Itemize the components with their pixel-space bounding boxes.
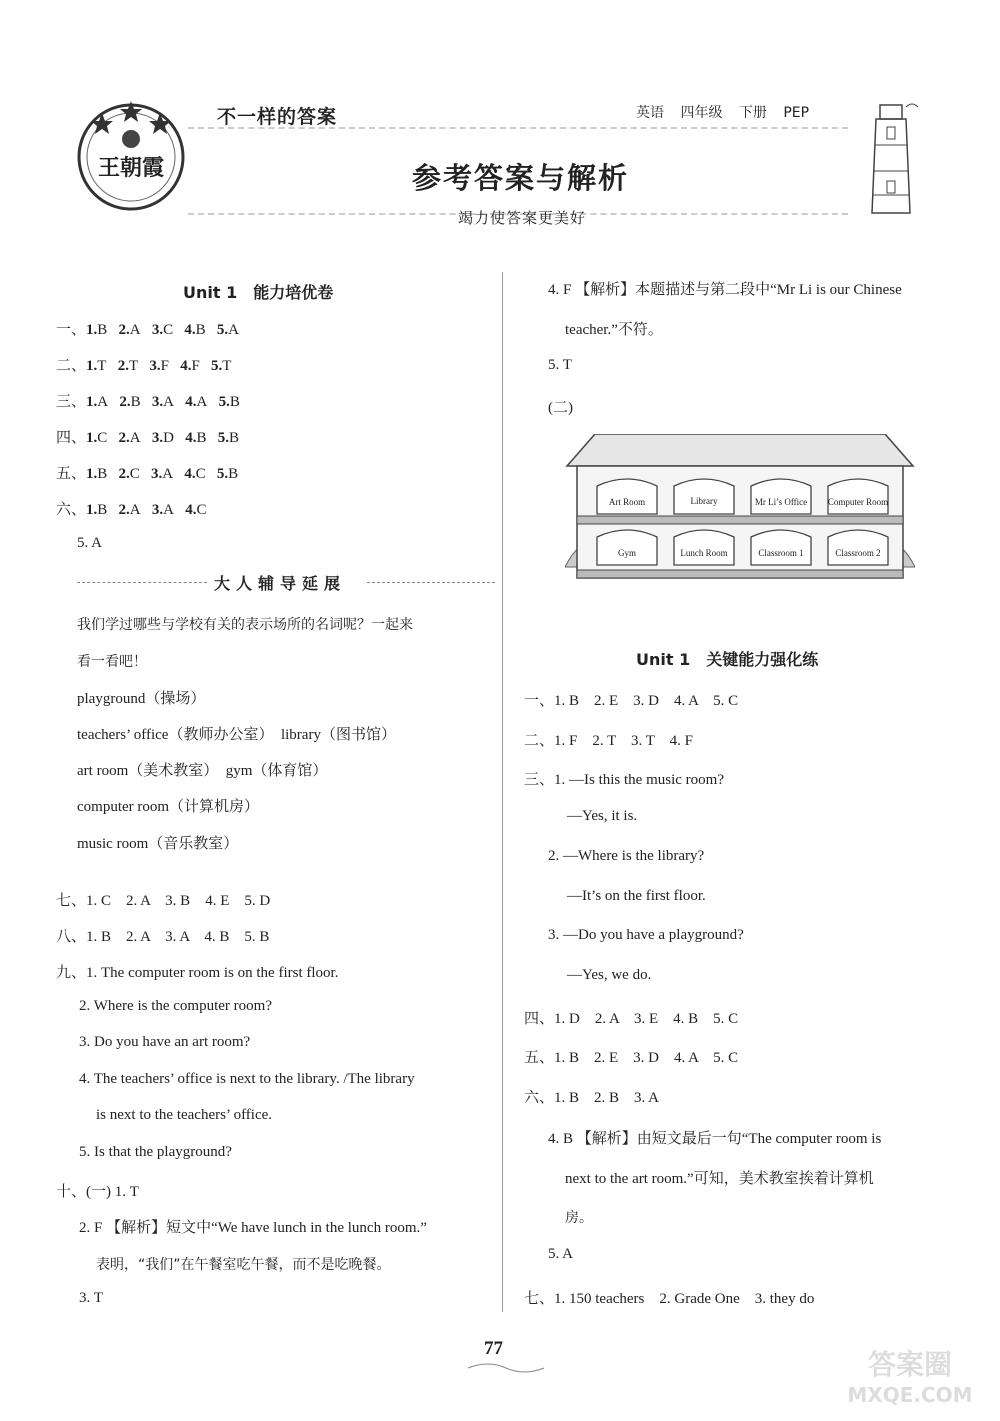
- room-label: Library: [690, 496, 718, 506]
- answer-row: 一、1. B 2. E 3. D 4. A 5. C: [524, 693, 739, 709]
- svg-text:答案圈: 答案圈: [867, 1348, 953, 1381]
- answer-row: 七、1. 150 teachers 2. Grade One 3. they do: [524, 1291, 815, 1307]
- page-title: 参考答案与解析: [412, 161, 630, 195]
- vocab-item: computer room（计算机房）: [77, 799, 260, 815]
- answer-row: 二、1.T 2.T 3.F 4.F 5.T: [56, 358, 232, 374]
- tag-volume: 下册: [738, 105, 767, 121]
- school-building-illustration: [565, 434, 915, 579]
- answer-explanation: 4. B 【解析】由短文最后一句“The computer room is: [548, 1131, 882, 1147]
- room-label: Lunch Room: [680, 548, 728, 558]
- subsection-label: (二): [548, 400, 573, 416]
- extension-intro: 我们学过哪些与学校有关的表示场所的名词呢？一起来: [77, 617, 413, 633]
- room-label: Gym: [618, 548, 636, 558]
- answer-explanation: 2. F 【解析】短文中“We have lunch in the lunch room.”: [79, 1220, 427, 1236]
- room-label: Computer Room: [827, 497, 889, 507]
- answer-sentence: 3. Do you have an art room?: [79, 1034, 251, 1050]
- answer-sentence: 4. The teachers’ office is next to the library. /The library: [79, 1071, 415, 1087]
- extension-banner: [77, 573, 495, 591]
- answer-sentence: 2. Where is the computer room?: [79, 998, 272, 1014]
- answer-row: 三、1.A 2.B 3.A 4.A 5.B: [56, 394, 240, 410]
- answer-row-continued: 5. A: [77, 535, 103, 551]
- header-slogan: 不一样的答案: [217, 106, 338, 128]
- page-number: 77: [484, 1338, 503, 1359]
- answer-sentence: 5. Is that the playground?: [79, 1144, 232, 1160]
- answer-explanation: 表明，“我们”在午餐室吃午餐，而不是吃晚餐。: [96, 1257, 391, 1273]
- extension-title: 大人辅导延展: [208, 571, 352, 594]
- room-label: Mr Li’s Office: [754, 497, 808, 507]
- answer-sentence: 九、1. The computer room is on the first floor.: [56, 965, 339, 981]
- logo-text: 王朝霞: [97, 155, 165, 181]
- vocab-item: art room（美术教室） gym（体育馆）: [77, 763, 328, 779]
- extension-rule-right: [367, 582, 495, 583]
- section-title-unit1-key-ability: Unit 1 关键能力强化练: [636, 650, 819, 669]
- answer-explanation: teacher.”不符。: [565, 322, 663, 338]
- answer-row: 八、1. B 2. A 3. A 4. B 5. B: [56, 929, 270, 945]
- section-title-unit1-ability: Unit 1 能力培优卷: [183, 283, 334, 302]
- watermark: [840, 1340, 980, 1410]
- header-motto: 竭力使答案更美好: [458, 211, 587, 227]
- room-label: Classroom 1: [758, 548, 804, 558]
- room-label: Art Room: [608, 497, 646, 507]
- answer-explanation: next to the art room.”可知，美术教室挨着计算机: [565, 1171, 874, 1187]
- answer-sentence: is next to the teachers’ office.: [96, 1107, 273, 1123]
- answer-dialogue: 3. —Do you have a playground?: [548, 927, 744, 943]
- answer-row: 六、1. B 2. B 3. A: [524, 1090, 660, 1106]
- answer-row: 十、(一) 1. T: [56, 1184, 139, 1200]
- answer-explanation: 4. F 【解析】本题描述与第二段中“Mr Li is our Chinese: [548, 282, 902, 298]
- answer-dialogue: 2. —Where is the library?: [548, 848, 705, 864]
- tag-subject: 英语: [636, 105, 664, 121]
- vocab-item: teachers’ office（教师办公室） library（图书馆）: [77, 727, 396, 743]
- answer-row: 六、1.B 2.A 3.A 4.C: [56, 502, 207, 518]
- answer-row: 七、1. C 2. A 3. B 4. E 5. D: [56, 893, 271, 909]
- subject-tags: [636, 102, 821, 122]
- answer-row: 四、1. D 2. A 3. E 4. B 5. C: [524, 1011, 739, 1027]
- tag-edition: PEP: [783, 105, 810, 121]
- answer-dialogue: —Yes, it is.: [567, 808, 638, 824]
- answer-row: 二、1. F 2. T 3. T 4. F: [524, 733, 693, 749]
- room-label: Classroom 2: [835, 548, 881, 558]
- page-number-ornament: [466, 1360, 546, 1374]
- answer-dialogue: —It’s on the first floor.: [567, 888, 706, 904]
- answer-row: 3. T: [79, 1290, 103, 1306]
- column-divider: [502, 272, 503, 1312]
- extension-rule-left: [77, 582, 207, 583]
- answer-explanation: 房。: [565, 1210, 593, 1226]
- vocab-item: music room（音乐教室）: [77, 836, 239, 852]
- answer-row: 一、1.B 2.A 3.C 4.B 5.A: [56, 322, 239, 338]
- answer-row: 5. T: [548, 357, 572, 373]
- answer-row: 四、1.C 2.A 3.D 4.B 5.B: [56, 430, 239, 446]
- lighthouse-icon: [862, 95, 922, 215]
- brand-logo: [72, 95, 190, 213]
- svg-text:MXQE.COM: MXQE.COM: [847, 1383, 973, 1407]
- answer-dialogue: —Yes, we do.: [567, 967, 652, 983]
- answer-row: 5. A: [548, 1246, 574, 1262]
- tag-grade: 四年级: [680, 105, 723, 121]
- extension-intro: 看一看吧！: [77, 654, 147, 670]
- vocab-item: playground（操场）: [77, 691, 206, 707]
- answer-dialogue: 三、1. —Is this the music room?: [524, 772, 724, 788]
- answer-row: 五、1.B 2.C 3.A 4.C 5.B: [56, 466, 239, 482]
- answer-row: 五、1. B 2. E 3. D 4. A 5. C: [524, 1050, 739, 1066]
